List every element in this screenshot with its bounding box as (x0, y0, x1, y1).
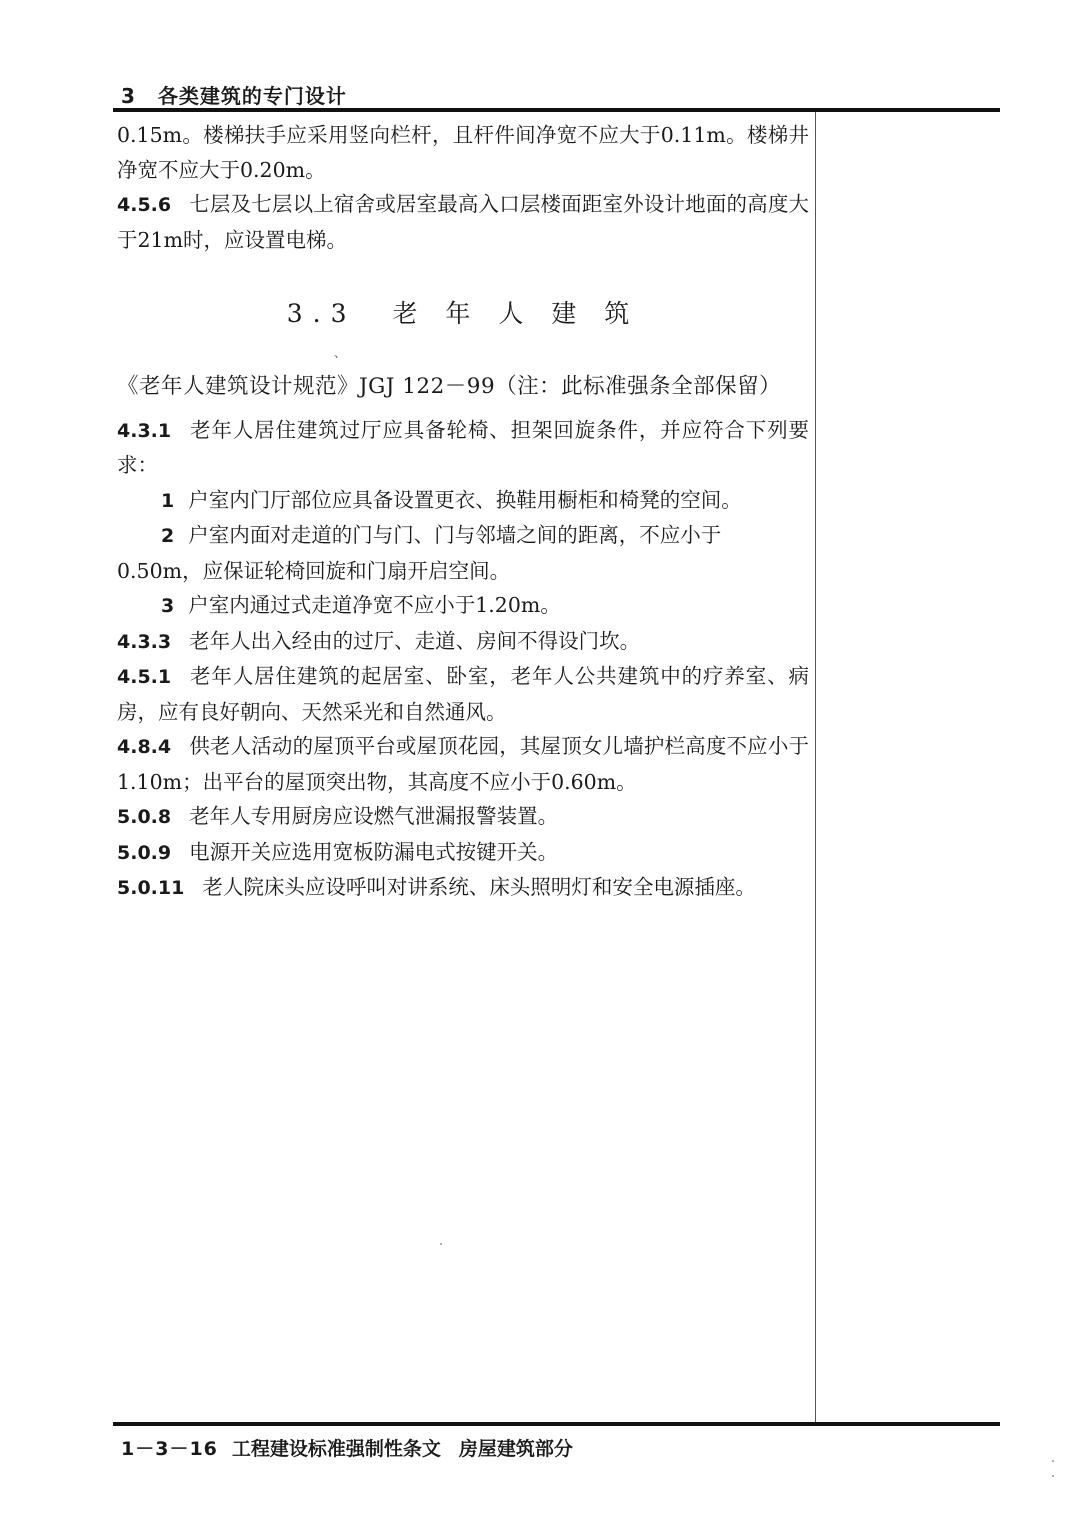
header-rule (113, 108, 1000, 112)
page-number: 1－3－16 (121, 1438, 218, 1460)
section-number: 3.3 (286, 299, 357, 328)
clause-number: 4.3.1 (117, 419, 172, 442)
speck (1052, 1460, 1054, 1462)
chapter-number: 3 (121, 84, 136, 108)
book-title: 工程建设标准强制性条文 (231, 1438, 441, 1460)
clause-5-0-11: 5.0.11 老人院床头应设呼叫对讲系统、床头照明灯和安全电源插座。 (117, 875, 756, 899)
margin-line (815, 112, 816, 1422)
book-part: 房屋建筑部分 (458, 1438, 573, 1460)
list-item-continued: 0.50m，应保证轮椅回旋和门扇开启空间。 (117, 558, 511, 583)
list-item: 2 户室内面对走道的门与门、门与邻墙之间的距离，不应小于 (161, 523, 722, 547)
chapter-title: 各类建筑的专门设计 (157, 84, 347, 108)
clause-text: 老年人居住建筑过厅应具备轮椅、担架回旋条件，并应符合下列要求： (117, 417, 809, 477)
clause-4-3-3: 4.3.3 老年人出入经由的过厅、走道、房间不得设门坎。 (117, 628, 641, 653)
speck (1052, 1475, 1054, 1477)
clause-text: 七层及七层以上宿舍或居室最高入口层楼面距室外设计地面的高度大于21m时，应设置电梯。 (117, 192, 809, 252)
clause-4-3-1 (117, 413, 809, 483)
stray-mark: 、 (334, 346, 347, 360)
standard-reference: 《老年人建筑设计规范》JGJ 122－99（注：此标准强条全部保留） (117, 374, 782, 399)
clause-4-5-1: 4.5.1 老年人居住建筑的起居室、卧室，老年人公共建筑中的疗养室、病房，应有良好朝向、天然采光和自然通风。 (117, 664, 809, 724)
list-item: 1 户室内门厅部位应具备设置更衣、换鞋用橱柜和椅凳的空间。 (161, 487, 742, 512)
running-footer (121, 1434, 573, 1461)
clause-4-5-6 (117, 187, 809, 257)
speck (440, 1243, 442, 1245)
section-heading (117, 294, 809, 334)
section-title: 老 年 人 建 筑 (392, 299, 640, 328)
clause-number: 4.5.6 (117, 194, 172, 216)
clause-5-0-8: 5.0.8 老年人专用厨房应设燃气泄漏报警装置。 (117, 804, 559, 828)
continued-paragraph: 0.15m。楼梯扶手应采用竖向栏杆，且杆件间净宽不应大于0.11m。楼梯井净宽不应大于0.20m。 (117, 123, 809, 182)
footer-rule (113, 1422, 1000, 1426)
page-body (117, 118, 809, 906)
clause-5-0-9: 5.0.9 电源开关应选用宽板防漏电式按键开关。 (117, 839, 559, 864)
clause-4-8-4: 4.8.4 供老人活动的屋顶平台或屋顶花园，其屋顶女儿墙护栏高度不应小于1.10m；出平台的屋顶突出物，其高度不应小于0.60m。 (117, 734, 809, 794)
list-item: 3 户室内通过式走道净宽不应小于1.20m。 (161, 593, 561, 617)
running-header (121, 80, 347, 109)
